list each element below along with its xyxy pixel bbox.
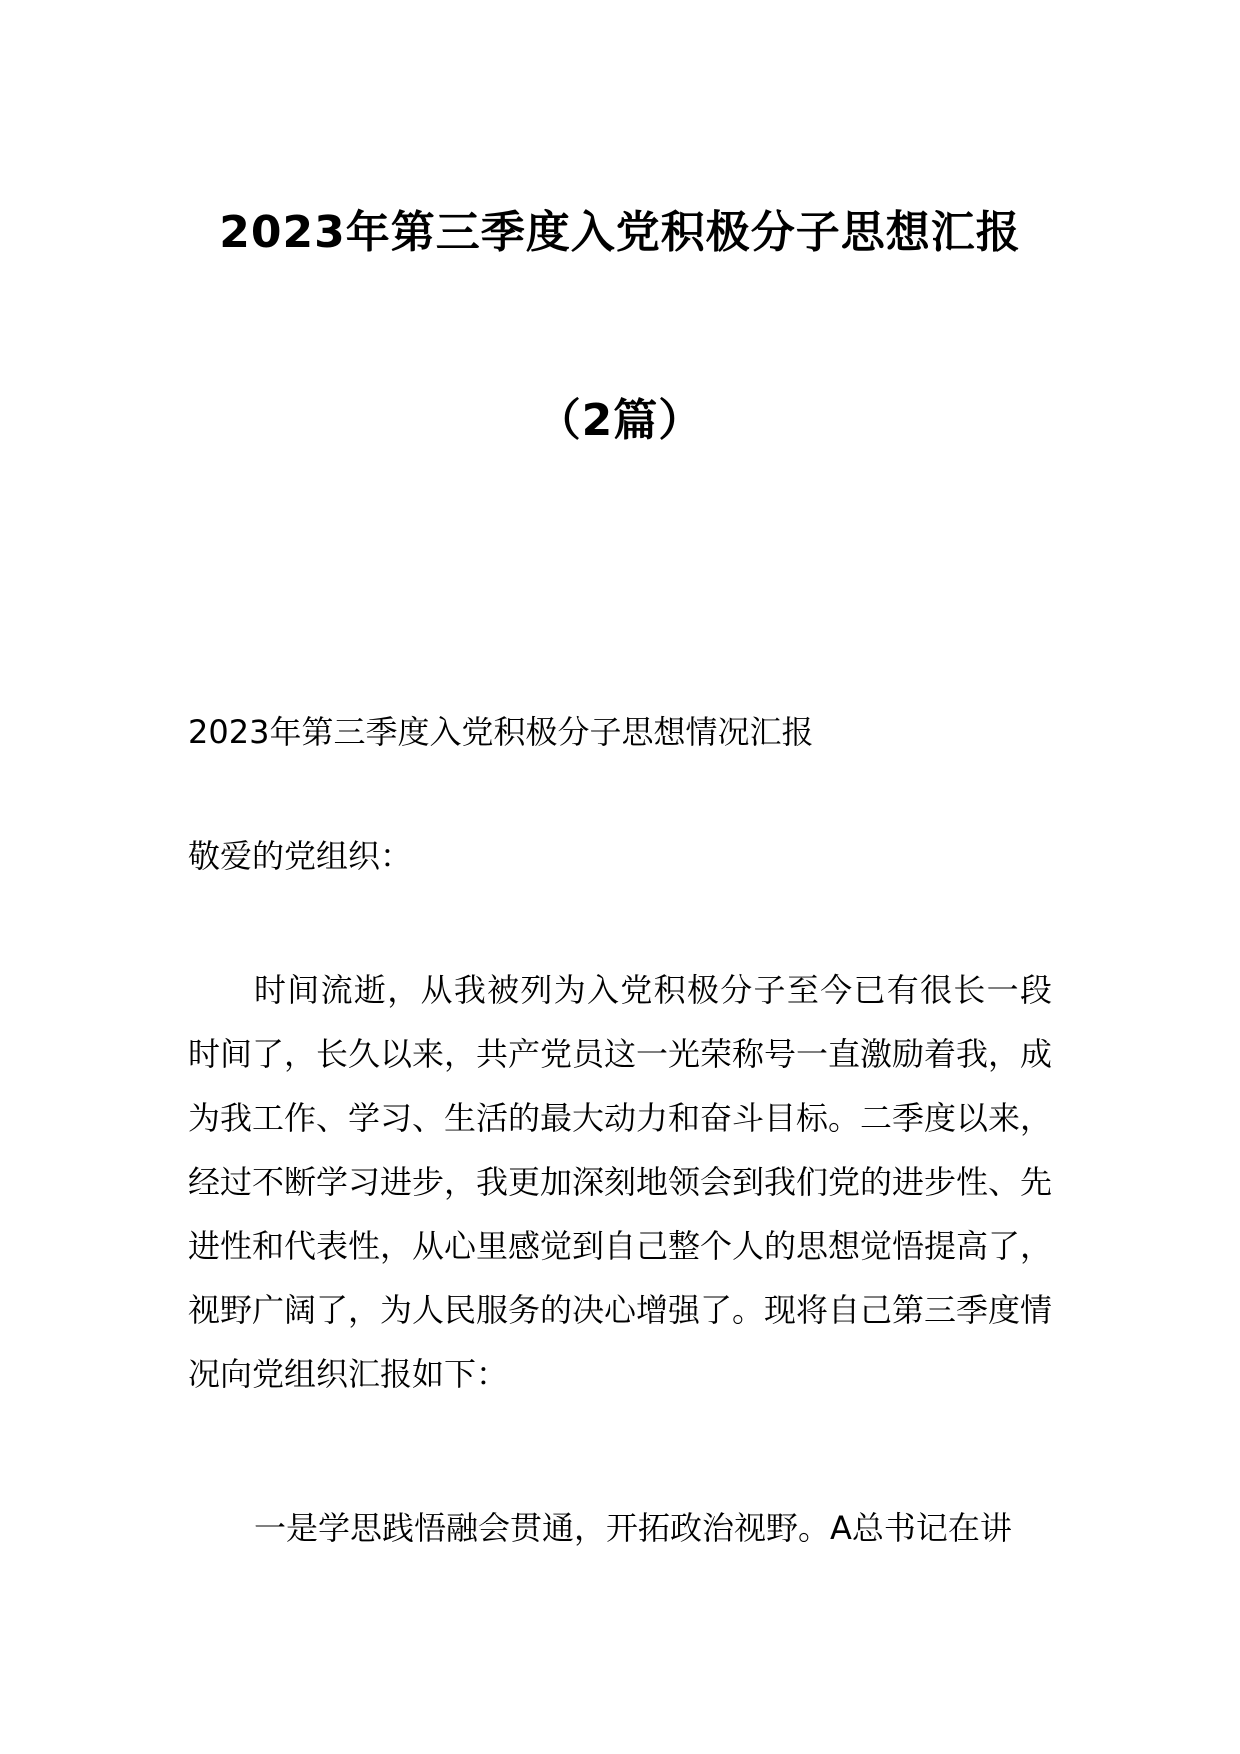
document-subtitle: （2篇） xyxy=(536,395,704,446)
body-paragraph: 一是学思践悟融会贯通，开拓政治视野。A总书记在讲 xyxy=(254,1509,1012,1547)
document-title: 2023年第三季度入党积极分子思想汇报 xyxy=(219,207,1021,258)
report-heading: 2023年第三季度入党积极分子思想情况汇报 xyxy=(188,713,814,751)
body-paragraph: 时间流逝，从我被列为入党积极分子至今已有很长一段时间了，长久以来，共产党员这一光荣称号一直激励着我，成为我工作、学习、生活的最大动力和奋斗目标。二季度以来，经过不断学习进步，我更加深刻地领会到我们党的进步性、先进性和代表性，从心里感觉到自己整个人的思想觉悟提高了，视野广阔了，为人民服务的决心增强了。现将自己第三季度情况向党组织汇报如下： xyxy=(188,971,1053,1393)
salutation: 敬爱的党组织： xyxy=(188,837,413,875)
